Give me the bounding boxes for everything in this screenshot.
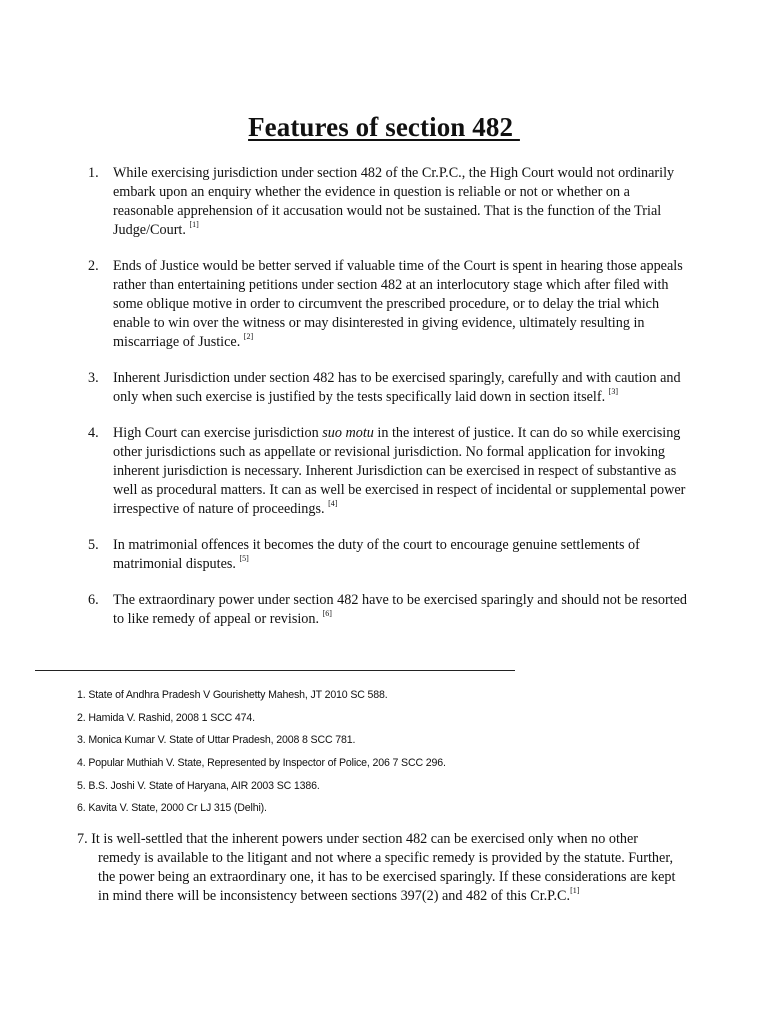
footnote-ref[interactable]: [4] [328,499,338,509]
list-item [88,257,688,352]
footnote-item: 1. State of Andhra Pradesh V Gourishetty Mahesh, JT 2010 SC 588. [77,689,388,701]
footnote-item: 3. Monica Kumar V. State of Uttar Pradesh, 2008 8 SCC 781. [77,734,356,747]
footnote-item: 6. Kavita V. State, 2000 Cr LJ 315 (Delhi). [77,802,267,815]
item-number: 6. [88,592,99,608]
point-seven-paragraph [77,830,685,906]
item-text: Ends of Justice would be better served if valuable time of the Court is spent in hearing those appeals rather than entertaining petitions under section 482 at an interlocutory stage which after filed with some oblique motive in order to circumvent the prescribed procedure, or to delay the trial which enable to win over the witness or may disinterested in giving evidence, ultimately resulting in miscarriage of Justice. [113,258,683,350]
item-number: 3. [88,370,99,386]
footnotes-list [77,689,697,825]
list-item [88,164,688,240]
list-item [88,591,688,629]
item-text-italic: suo motu [322,425,374,441]
footnote-ref[interactable]: [6] [322,609,332,619]
item-text: Inherent Jurisdiction under section 482 has to be exercised sparingly, carefully and with caution and only when such exercise is justified by the tests specifically laid down in section itself. [113,370,681,405]
list-item [88,369,688,407]
footnote-ref[interactable]: [5] [239,554,249,564]
features-list [88,164,688,646]
item-text: High Court can exercise jurisdiction [113,425,323,441]
footnote-item: 5. B.S. Joshi V. State of Haryana, AIR 2003 SC 1386. [77,779,320,792]
footnote-item: 4. Popular Muthiah V. State, Represented by Inspector of Police, 206 7 SCC 296. [77,757,446,770]
item-text: While exercising jurisdiction under section 482 of the Cr.P.C., the High Court would not ordinarily embark upon an enquiry whether the evidence in question is reliable or not or whether on a reasonable apprehension of it accusation would not be sustained. That is the function of the Trial Judge/Court. [113,165,675,238]
item-text: in the interest of justice. It can do so while exercising other jurisdictions such as appellate or revisional jurisdiction. No formal application for invoking inherent jurisdiction is necessary. Inherent Jurisdiction can be exercised in respect of substantive as well as procedural matters. It can as well be exercised in respect of incidental or supplemental power irrespective of nature of proceedings. [113,425,686,517]
list-item [88,536,688,574]
item-text: The extraordinary power under section 482 have to be exercised sparingly and should not be resorted to like remedy of appeal or revision. [113,592,688,627]
item-number: 5. [88,537,99,553]
list-item [88,424,688,519]
item-number: 4. [88,425,99,441]
footnote-ref[interactable]: [1] [570,886,580,896]
footnote-ref[interactable]: [2] [243,332,254,342]
footnote-divider [35,670,515,671]
footnote-ref[interactable]: [1] [189,220,199,230]
paragraph-continuation [77,849,685,906]
footnote-ref[interactable]: [3] [608,387,618,397]
paragraph-first-line: 7. It is well-settled that the inherent powers under section 482 can be exercised only when no other [77,831,639,847]
page-title: Features of section 482 [248,112,520,142]
item-text: In matrimonial offences it becomes the duty of the court to encourage genuine settlements of matrimonial disputes. [113,537,640,572]
item-number: 1. [88,165,99,181]
item-number: 2. [88,258,99,274]
footnote-item: 2. Hamida V. Rashid, 2008 1 SCC 474. [77,711,255,724]
paragraph-text: remedy is available to the litigant and not where a specific remedy is provided by the statute. Further, the power being an extraordinary one, it has to be exercised sparingly. If these considerations are kept in mind there will be inconsistency between sections 397(2) and 482 of this Cr.P.C. [98,850,676,904]
